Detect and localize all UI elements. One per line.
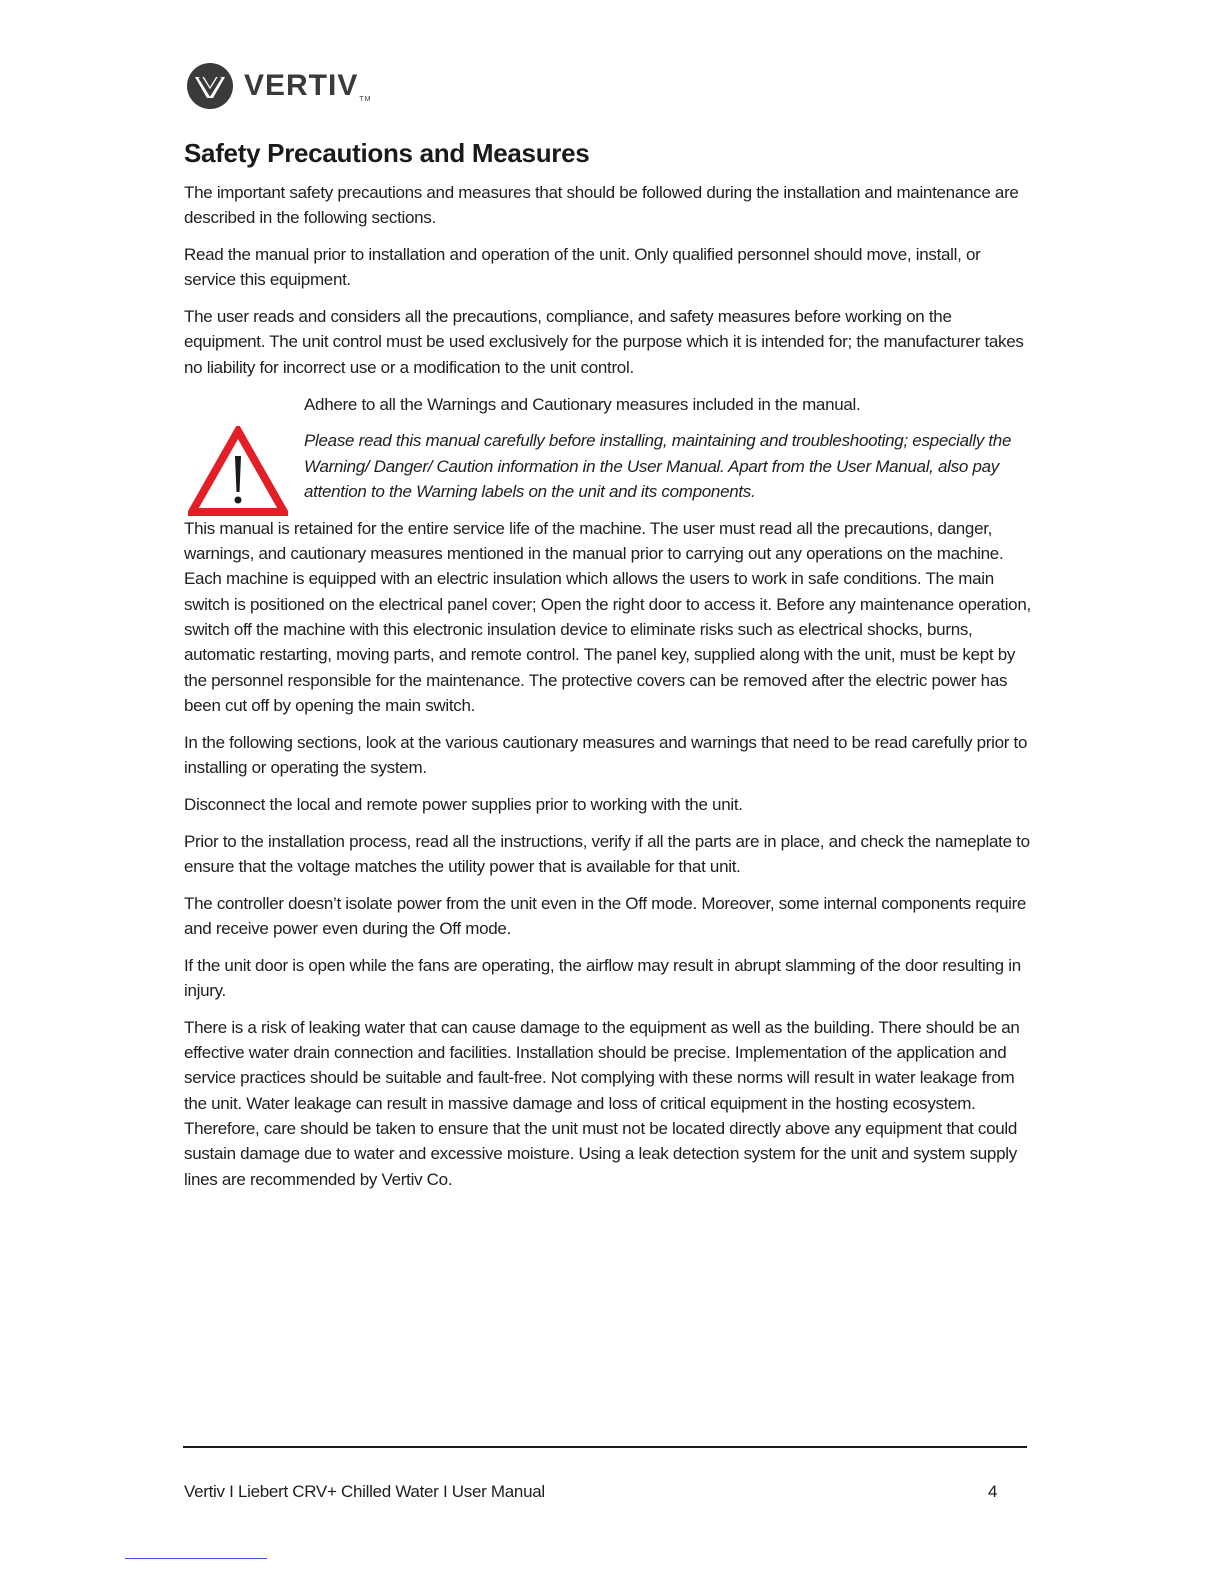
vertiv-wordmark: VERTIVTM bbox=[244, 69, 372, 103]
vertiv-logo bbox=[186, 62, 371, 110]
paragraph: The important safety precautions and measures that should be followed during the installation and maintenance are described in the following sections. bbox=[184, 183, 1019, 228]
paragraph: Read the manual prior to installation and operation of the unit. Only qualified personnel should move, install, or service this equipment. bbox=[184, 245, 981, 290]
footnote-rule bbox=[125, 1558, 267, 1559]
trademark-mark: TM bbox=[359, 96, 372, 103]
paragraph: If the unit door is open while the fans are operating, the airflow may result in abrupt slamming of the door resulting in injury. bbox=[184, 955, 1021, 1001]
paragraph: In the following sections, look at the various cautionary measures and warnings that need to be read carefully prior to installing or operating the system. bbox=[184, 732, 1028, 777]
page-title: Safety Precautions and Measures bbox=[184, 138, 590, 168]
paragraph: Prior to the installation process, read all the instructions, verify if all the parts are in place, and check the nameplate to ensure that the voltage matches the utility power that is available for that unit. bbox=[184, 831, 1030, 876]
vertiv-logo-icon bbox=[186, 62, 234, 110]
footer-title: Vertiv I Liebert CRV+ Chilled Water I User Manual bbox=[184, 1482, 545, 1501]
warning-line: Adhere to all the Warnings and Cautionary measures included in the manual. bbox=[304, 394, 861, 414]
paragraph: The user reads and considers all the precautions, compliance, and safety measures before working on the equipment. The unit control must be used exclusively for the purpose which it is intended for; the manufacturer takes no liability for incorrect use or a modification to the unit control. bbox=[184, 307, 1024, 377]
warning-triangle-icon bbox=[188, 426, 288, 516]
paragraph: There is a risk of leaking water that can cause damage to the equipment as well as the building. There should be an effective water drain connection and facilities. Installation should be precise. Implementation of the application and service practices should be suitable and fault-free. Not complying with these norms will result in water leakage from the unit. Water leakage can result in massive damage and loss of critical equipment in the hosting ecosystem. Therefore, care should be taken to ensure that the unit must not be located directly above any equipment that could sustain damage due to water and excessive moisture. Using a leak detection system for the unit and system supply lines are recommended by Vertiv Co. bbox=[184, 1017, 1020, 1189]
footer-divider bbox=[183, 1446, 1027, 1448]
page-number: 4 bbox=[988, 1482, 998, 1501]
warning-block bbox=[184, 392, 1034, 505]
paragraph: This manual is retained for the entire service life of the machine. The user must read all the precautions, danger, warnings, and cautionary measures mentioned in the manual prior to carrying out any operations on the machine. Each machine is equipped with an electric insulation which allows the users to work in safe conditions. The main switch is positioned on the electrical panel cover; Open the right door to access it. Before any maintenance operation, switch off the machine with this electronic insulation device to eliminate risks such as electrical shocks, burns, automatic restarting, moving parts, and remote control. The panel key, supplied along with the unit, must be kept by the personnel responsible for the maintenance. The protective covers can be removed after the electric power has been cut off by opening the main switch. bbox=[184, 518, 1031, 715]
document-body bbox=[184, 136, 1034, 1203]
paragraph: Disconnect the local and remote power supplies prior to working with the unit. bbox=[184, 794, 743, 814]
warning-italic-text: Please read this manual carefully before installing, maintaining and troubleshooting; especially the Warning/ Danger/ Caution information in the User Manual. Apart from the User Manual, also pay attention to the Warning labels on the unit and its components. bbox=[304, 431, 1012, 501]
paragraph: The controller doesn’t isolate power from the unit even in the Off mode. Moreover, some internal components require and receive power even during the Off mode. bbox=[184, 893, 1027, 938]
